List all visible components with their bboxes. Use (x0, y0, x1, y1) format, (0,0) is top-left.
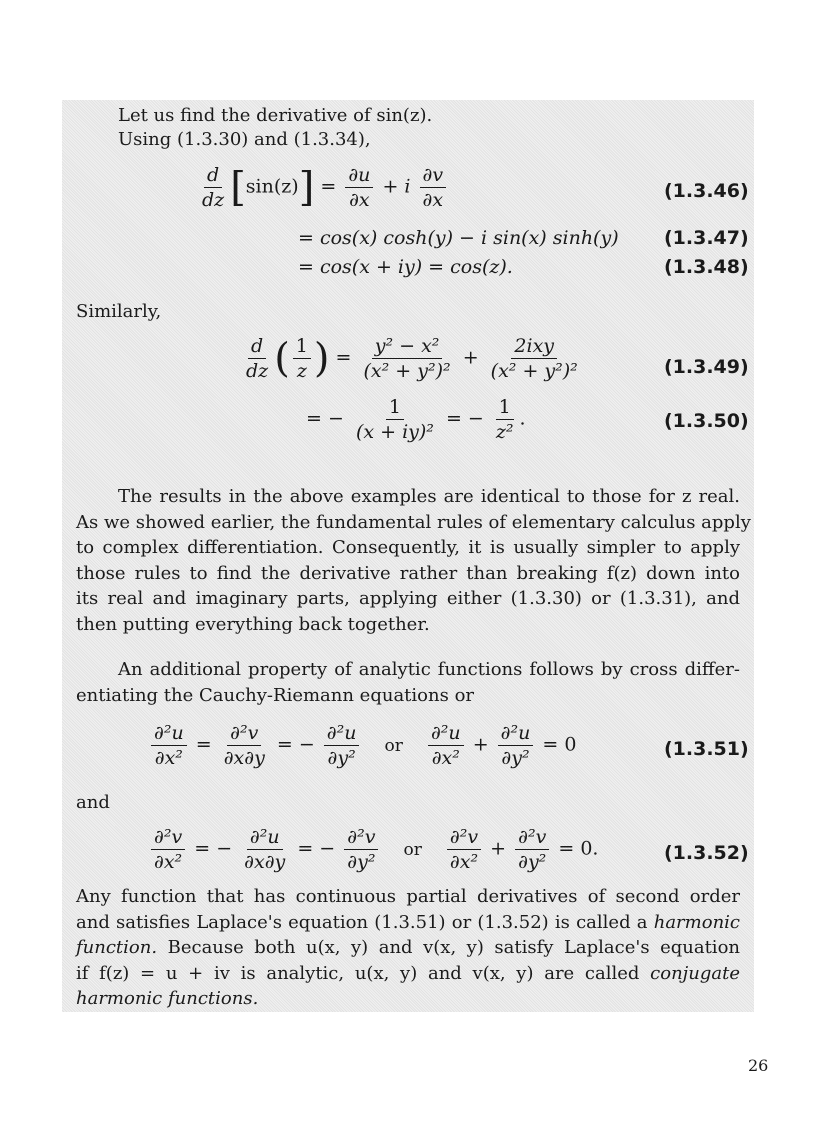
equation-number-1-3-50: (1.3.50) (664, 410, 749, 432)
equation-number-1-3-52: (1.3.52) (664, 842, 749, 864)
equation-1-3-51: $\frac{\text{∂²u}}{\text{∂x²}}$ = $\frac{\text{∂²v}}{\partial x\partial y}$ = − $\frac{\text{∂²u}}{\text{∂y²}}$ or $\frac{\text{∂²u}}{\text{∂x²}}$ + $\frac{\text{∂²u}}{\text{∂y²}}$ = 0 (148, 722, 576, 769)
similarly-text: Similarly, (76, 301, 162, 322)
equation-1-3-46: $\frac{d}{dz}$ [sin(z)] = $\frac{\partial u}{\partial x}$ + i $\frac{\partial v}{\partial x}$ (196, 164, 449, 211)
equation-number-1-3-51: (1.3.51) (664, 738, 749, 760)
equation-1-3-52: $\frac{\text{∂²v}}{\text{∂x²}}$ = − $\frac{\text{∂²u}}{\partial x\partial y}$ = − $\frac{\text{∂²v}}{\text{∂y²}}$ or $\frac{\text{∂²v}}{\text{∂x²}}$ + $\frac{\text{∂²v}}{\text{∂y²}}$ = 0. (148, 826, 598, 873)
equation-number-1-3-49: (1.3.49) (664, 356, 749, 378)
intro-line-2: Using (1.3.30) and (1.3.34), (118, 129, 371, 150)
page-number: 26 (748, 1056, 769, 1075)
equation-number-1-3-48: (1.3.48) (664, 256, 749, 278)
equation-number-1-3-46: (1.3.46) (664, 180, 749, 202)
intro-line-1: Let us find the derivative of sin(z). (118, 105, 433, 126)
paragraph-results: The results in the above examples are identical to those for z real. As we showed earlier, the fundamental rules of elementary calculus apply to complex differentiation. Consequently, it is usually simpler to apply those rules to find the derivative rather than breaking f(z) down into its real and imaginary parts, applying either (1.3.30) or (1.3.31), and then putting everything back together. (76, 486, 751, 635)
equation-1-3-49: $\frac{d}{dz}$ ( $\frac{1}{z}$ ) = $\frac{\text{y² − x²}}{\text{(x² + y²)²}}$ + $\frac{\text{2ixy}}{\text{(x² + y²)²}}$ (246, 335, 578, 382)
equation-number-1-3-47: (1.3.47) (664, 227, 749, 249)
equation-1-3-50: = − $\frac{1}{\text{(x + iy)²}}$ = − $\frac{1}{\text{z²}}$ . (306, 396, 526, 443)
equation-1-3-47: = cos(x) cosh(y) − i sin(x) sinh(y) (298, 227, 619, 249)
paragraph-additional-property: An additional property of analytic functions follows by cross differ- entiating the Cauchy-Riemann equations or (76, 659, 740, 706)
paragraph-harmonic: Any function that has continuous partial derivatives of second order and satisfies Laplace's equation (1.3.51) or (1.3.52) is called a harmonic function. Because both u(x, y) and v(x, y) satisfy Laplace's equation if f(z) = u + iv is analytic, u(x, y) and v(x, y) are called conjugate harmonic functions. (76, 886, 740, 1009)
and-text: and (76, 792, 110, 813)
equation-1-3-48: = cos(x + iy) = cos(z). (298, 256, 513, 278)
